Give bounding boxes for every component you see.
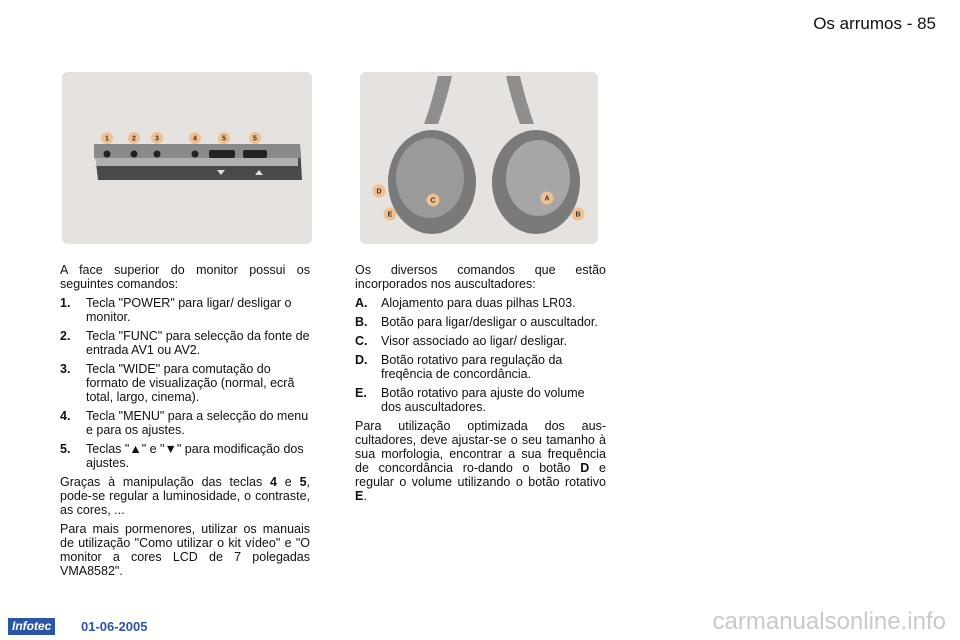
text-mid: e — [276, 475, 300, 489]
label-a: A — [544, 195, 550, 203]
brightness-paragraph — [60, 475, 310, 517]
up-arrow-icon: ▲ — [129, 442, 142, 456]
label-d: D — [376, 188, 382, 196]
list-item — [60, 409, 310, 437]
list-item — [60, 329, 310, 357]
item-text: Visor associado ao ligar/ desligar. — [381, 334, 567, 348]
monitor-controls-section — [60, 263, 310, 583]
item-text: Alojamento para duas pilhas LR03. — [381, 296, 576, 310]
monitor-photo — [62, 72, 312, 244]
manuals-paragraph: Para mais pormenores, utilizar os manuais de utilização "Como utilizar o kit vídeo" e "O monitor a cores LCD de 7 polegadas VMA8582". — [60, 522, 310, 578]
headphones-intro: Os diversos comandos que estão incorporados nos auscultadores: — [355, 263, 606, 291]
label-b: B — [575, 211, 581, 219]
list-item — [355, 386, 606, 414]
text-after: " para modificação dos ajustes. — [86, 442, 304, 470]
text-after: , pode-se regular a luminosidade, o contraste, as cores, ... — [60, 475, 310, 517]
text-after: . — [363, 489, 367, 503]
button-number-5a: 5 — [222, 135, 226, 143]
item-letter: A. — [355, 296, 368, 310]
item-text: Tecla "FUNC" para selecção da fonte de entrada AV1 ou AV2. — [86, 329, 310, 357]
bold-ref: 4 — [270, 475, 277, 489]
headphones-illustration — [360, 72, 598, 244]
item-text: Botão para ligar/desligar o auscultador. — [381, 315, 598, 329]
list-item — [60, 442, 310, 470]
text-before: Teclas " — [86, 442, 130, 456]
infotec-logo: Infotec — [8, 618, 55, 635]
page-title: Os arrumos - 85 — [813, 14, 936, 33]
item-number: 1. — [60, 296, 71, 310]
text-before: Para utilização optimizada dos aus-cultadores, deve ajustar-se o seu tamanho à sua morfologia, encontrar a sua frequência de concordância ro-dando o botão — [355, 419, 606, 475]
item-text: Tecla "POWER" para ligar/ desligar o monitor. — [86, 296, 292, 324]
watermark: carmanualsonline.info — [712, 608, 946, 635]
list-item — [355, 334, 606, 348]
item-text: Tecla "WIDE" para comutação do formato de visualização (normal, ecrã total, largo, cinema). — [86, 362, 295, 404]
headphone-controls-section — [355, 263, 606, 508]
headphones-photo — [360, 72, 598, 244]
list-item — [355, 296, 606, 310]
item-number: 5. — [60, 442, 71, 456]
item-text: Botão rotativo para regulação da freqência de concordância. — [381, 353, 563, 381]
item-text: Tecla "MENU" para a selecção do menu e para os ajustes. — [86, 409, 309, 437]
text-before: Graças à manipulação das teclas — [60, 475, 271, 489]
button-number-2: 2 — [132, 135, 136, 143]
footer-date: 01-06-2005 — [81, 619, 148, 634]
item-number: 4. — [60, 409, 71, 423]
text-mid: e regular o volume utilizando o botão rotativo — [355, 461, 606, 489]
text-mid: " e " — [141, 442, 165, 456]
button-number-3: 3 — [155, 135, 159, 143]
list-item — [355, 315, 606, 329]
label-e: E — [387, 211, 393, 219]
label-c: C — [430, 197, 436, 205]
bold-ref: 5 — [299, 475, 307, 489]
item-text: Botão rotativo para ajuste do volume dos auscultadores. — [381, 386, 585, 414]
monitor-illustration — [62, 72, 312, 244]
list-item — [355, 353, 606, 381]
button-number-4: 4 — [193, 135, 197, 143]
list-item — [60, 362, 310, 404]
item-number: 2. — [60, 329, 71, 343]
item-letter: E. — [355, 386, 367, 400]
monitor-intro: A face superior do monitor possui os seguintes comandos: — [60, 263, 310, 291]
item-text — [86, 442, 310, 470]
list-item — [60, 296, 310, 324]
item-number: 3. — [60, 362, 71, 376]
bold-ref: D — [580, 461, 590, 475]
down-arrow-icon: ▼ — [164, 442, 177, 456]
item-letter: C. — [355, 334, 368, 348]
item-letter: B. — [355, 315, 368, 329]
item-letter: D. — [355, 353, 368, 367]
bold-ref: E — [355, 489, 364, 503]
usage-paragraph — [355, 419, 606, 503]
button-number-5b: 5 — [253, 135, 257, 143]
button-number-1: 1 — [105, 135, 109, 143]
